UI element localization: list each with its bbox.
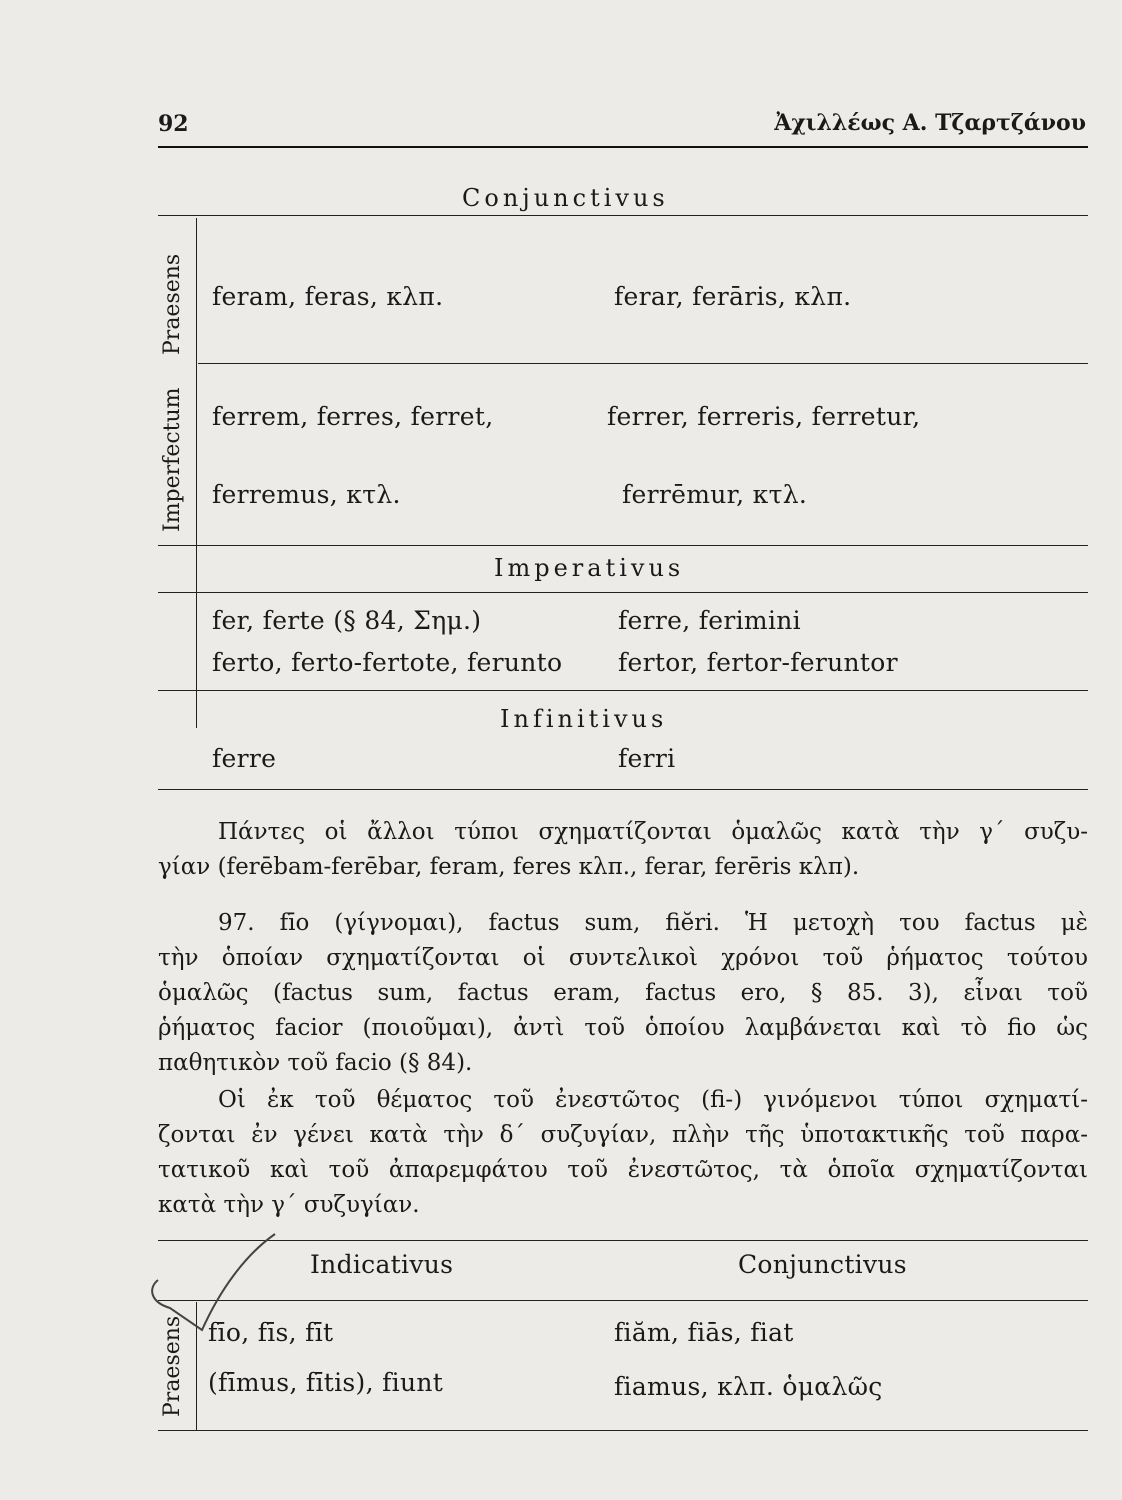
- conj-imperf-passive-1: ferrer, ferreris, ferretur,: [607, 402, 921, 431]
- row-divider: [196, 218, 197, 728]
- rule: [158, 690, 1088, 691]
- paragraph-line: παθητικὸν τοῦ facio (§ 84).: [158, 1050, 473, 1076]
- rule: [158, 592, 1088, 593]
- checkmark-icon: [140, 1230, 280, 1340]
- rule: [158, 1240, 1088, 1241]
- conj-praesens-active: feram, feras, κλπ.: [212, 282, 444, 311]
- infinitivus-title: Infinitivus: [500, 705, 668, 733]
- paragraph-line: γίαν (ferēbam-ferēbar, feram, feres κλπ., ferar, ferēris κλπ).: [158, 854, 860, 880]
- conjunctivus-title: Conjunctivus: [462, 184, 669, 212]
- conj-imperf-active-2: ferremus, κτλ.: [212, 480, 401, 509]
- rule: [158, 789, 1088, 790]
- imper-passive-2: fertor, fertor-feruntor: [618, 648, 898, 677]
- rule: [158, 545, 1088, 546]
- infin-passive: ferri: [618, 744, 676, 773]
- fio-conj-1: fiăm, fiās, fiat: [614, 1318, 794, 1347]
- paragraph-line: τὴν ὁποίαν σχηματίζονται οἱ συντελικοὶ χρόνοι τοῦ ῥήματος τούτου: [158, 945, 1088, 971]
- page-number: 92: [158, 111, 189, 137]
- paragraph-line: Οἱ ἐκ τοῦ θέματος τοῦ ἐνεστῶτος (fi-) γινόμενοι τύποι σχηματί-: [218, 1087, 1088, 1113]
- rule: [158, 1300, 1088, 1301]
- paragraph-line: ζονται ἐν γένει κατὰ τὴν δ΄ συζυγίαν, πλὴν τῆς ὑποτακτικῆς τοῦ παρα-: [158, 1122, 1088, 1148]
- fio-praesens-label: Praesens: [160, 1315, 185, 1417]
- conj-praesens-passive: ferar, ferāris, κλπ.: [614, 282, 852, 311]
- imper-active-2: ferto, ferto-fertote, ferunto: [212, 648, 563, 677]
- fio-conj-2: fiamus, κλπ. ὁμαλῶς: [614, 1372, 883, 1401]
- infin-active: ferre: [212, 744, 277, 773]
- rule: [198, 363, 1088, 364]
- imper-active-1: fer, ferte (§ 84, Σημ.): [212, 606, 482, 635]
- paragraph-line: 97. fīo (γίγνομαι), factus sum, fiĕri. Ἡ μετοχὴ του factus μὲ: [218, 910, 1088, 936]
- paragraph-1: [158, 815, 1088, 885]
- fio-ind-1: fīo, fīs, fīt: [208, 1318, 334, 1347]
- rule: [158, 1430, 1088, 1431]
- imperfectum-label: Imperfectum: [160, 387, 185, 532]
- col-conjunctivus: Conjunctivus: [738, 1250, 907, 1279]
- conj-imperf-passive-2: ferrēmur, κτλ.: [622, 480, 808, 509]
- paragraph-line: ῥήματος facior (ποιοῦμαι), ἀντὶ τοῦ ὁποίου λαμβάνεται καὶ τὸ fio ὡς: [158, 1015, 1088, 1041]
- imper-passive-1: ferre, ferimini: [618, 606, 801, 635]
- fio-ind-2: (fīmus, fītis), fiunt: [208, 1368, 444, 1397]
- header-rule: [158, 146, 1088, 148]
- running-head-author: Ἀχιλλέως Α. Τζαρτζάνου: [774, 110, 1086, 136]
- paragraph-line: Πάντες οἱ ἄλλοι τύποι σχηματίζονται ὁμαλῶς κατὰ τὴν γ΄ συζυ-: [218, 819, 1088, 845]
- paragraph-line: κατὰ τὴν γ΄ συζυγίαν.: [158, 1192, 420, 1218]
- paragraph-line: τατικοῦ καὶ τοῦ ἀπαρεμφάτου τοῦ ἐνεστῶτος, τὰ ὁποῖα σχηματίζονται: [158, 1157, 1088, 1183]
- rule: [158, 215, 1088, 216]
- conj-imperf-active-1: ferrem, ferres, ferret,: [212, 402, 494, 431]
- praesens-label: Praesens: [160, 253, 185, 355]
- imperativus-title: Imperativus: [494, 554, 685, 582]
- col-indicativus: Indicativus: [310, 1250, 454, 1279]
- paragraph-2: [158, 906, 1088, 1081]
- paragraph-3: [158, 1083, 1088, 1223]
- paragraph-line: ὁμαλῶς (factus sum, factus eram, factus ero, § 85. 3), εἶναι τοῦ: [158, 980, 1088, 1006]
